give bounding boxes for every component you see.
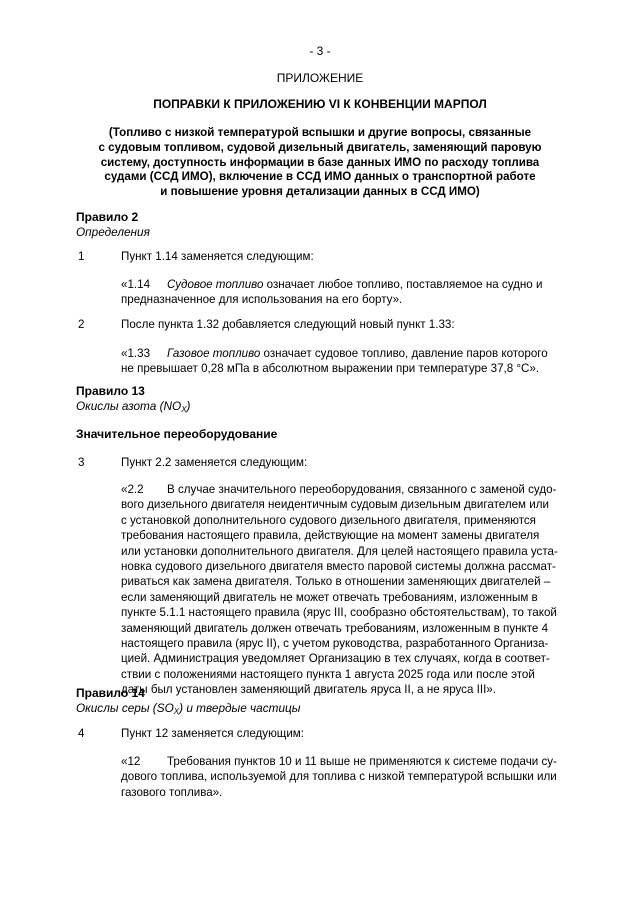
document-title: ПОПРАВКИ К ПРИЛОЖЕНИЮ VI К КОНВЕНЦИИ МАРПОЛ: [153, 97, 487, 111]
quote-text: дового топлива, используемой для топлива с низкой температурой вспышки или: [121, 770, 557, 784]
document-subtitle: [60, 126, 580, 200]
quote-text: предназначенное для использования на его борту».: [121, 293, 403, 307]
item-text: После пункта 1.32 добавляется следующий новый пункт 1.33:: [121, 318, 455, 331]
rule14-heading: Правило 14: [76, 686, 145, 700]
quote-number: «2.2: [121, 483, 144, 496]
quote-text: заменяющий двигатель должен отвечать требованиям, изложенным в пункте 4: [121, 621, 549, 635]
item-number: 2: [78, 318, 85, 331]
item-number: 1: [78, 250, 85, 263]
defined-term: Газовое топливо: [167, 347, 261, 360]
defined-term: Судовое топливо: [167, 278, 264, 291]
item-text: Пункт 2.2 заменяется следующим:: [121, 456, 308, 469]
quote-text: требования настоящего правила, действующие на момент замены двигателя: [121, 529, 540, 543]
quote-text: настоящего правила (ярус II), с учетом руководства, разработанного Организа-: [121, 637, 549, 651]
rule2-heading: Правило 2: [76, 210, 139, 224]
item-number: 4: [78, 727, 85, 740]
quote-text: В случае значительного переоборудования, связанного с заменой судо-: [167, 483, 557, 496]
quote-text: Требования пунктов 10 и 11 выше не применяются к системе подачи су-: [167, 755, 557, 768]
quote-text: или установки дополнительного двигателя. Для целей настоящего правила уста-: [121, 544, 558, 558]
quote-text: означает любое топливо, поставляемое на судно и: [263, 278, 543, 291]
quote-text: не превышает 0,28 мПа в абсолютном выражении при температуре 37,8 °C».: [121, 362, 540, 376]
quote-text: газового топлива».: [121, 785, 223, 799]
quote-number: «1.14: [121, 278, 151, 291]
rule13-heading: Правило 13: [76, 384, 145, 398]
annex-label: ПРИЛОЖЕНИЕ: [276, 71, 364, 85]
quote-text: если заменяющий двигатель не может отвечать требованиям, изложенным в: [121, 590, 538, 604]
quoted-paragraph: [121, 277, 564, 308]
quote-text: цией. Администрация уведомляет Организацию в тех случаях, когда в соответ-: [121, 652, 550, 666]
section-heading: Значительное переоборудование: [76, 427, 278, 441]
subtitle-line: с судовым топливом, судовой дизельный двигатель, заменяющий паровую: [98, 140, 542, 154]
quoted-paragraph: [121, 754, 564, 800]
quote-number: «1.33: [121, 347, 151, 360]
quoted-paragraph: [121, 346, 564, 377]
quote-text: новка судового дизельного двигателя вместо паровой системы должна рассмат-: [121, 560, 556, 574]
quote-text: ствии с положениями настоящего пункта 1 августа 2025 года или после этой: [121, 667, 535, 681]
rule2-subheading: Определения: [76, 224, 150, 239]
subtitle-line: и повышение уровня детализации данных в ССД ИМО): [160, 185, 480, 199]
quote-text: означает судовое топливо, давление паров которого: [260, 347, 548, 360]
quote-text: вого дизельного двигателя неидентичным судовым дизельным двигателем или: [121, 498, 549, 512]
item-text: Пункт 12 заменяется следующим:: [121, 727, 305, 740]
rule14-subheading: Окислы серы $(SO_X)$ и твердые частицы: [76, 700, 301, 716]
rule14-header: [76, 686, 566, 720]
rule13-subheading: Окислы азота $(NO_X)$: [76, 398, 191, 414]
rule2-header: [76, 210, 566, 240]
item-text: Пункт 1.14 заменяется следующим:: [121, 250, 314, 263]
quote-text: пункте 5.1.1 настоящего правила (ярус III, сообразно обстоятельствам), то такой: [121, 606, 557, 620]
quote-number: «12: [121, 755, 141, 768]
item-number: 3: [78, 456, 85, 469]
subtitle-line: систему, доступность информации в базе данных ИМО по расходу топлива: [100, 155, 540, 169]
quote-text: риваться как замена двигателя. Только в отношении заменяющих двигателей –: [121, 575, 551, 589]
rule13-header: [76, 384, 566, 418]
page-number: - 3 -: [309, 44, 331, 58]
quote-text: с установкой дополнительного судового дизельного двигателя, применяются: [121, 513, 536, 527]
quoted-paragraph: [121, 482, 564, 698]
quote-text: даты был установлен заменяющий двигатель яруса II, а не яруса III».: [121, 683, 496, 697]
subtitle-line: судами (ССД ИМО), включение в ССД ИМО данных о транспортной работе: [104, 170, 536, 184]
subtitle-line: (Топливо с низкой температурой вспышки и другие вопросы, связанные: [108, 126, 532, 139]
